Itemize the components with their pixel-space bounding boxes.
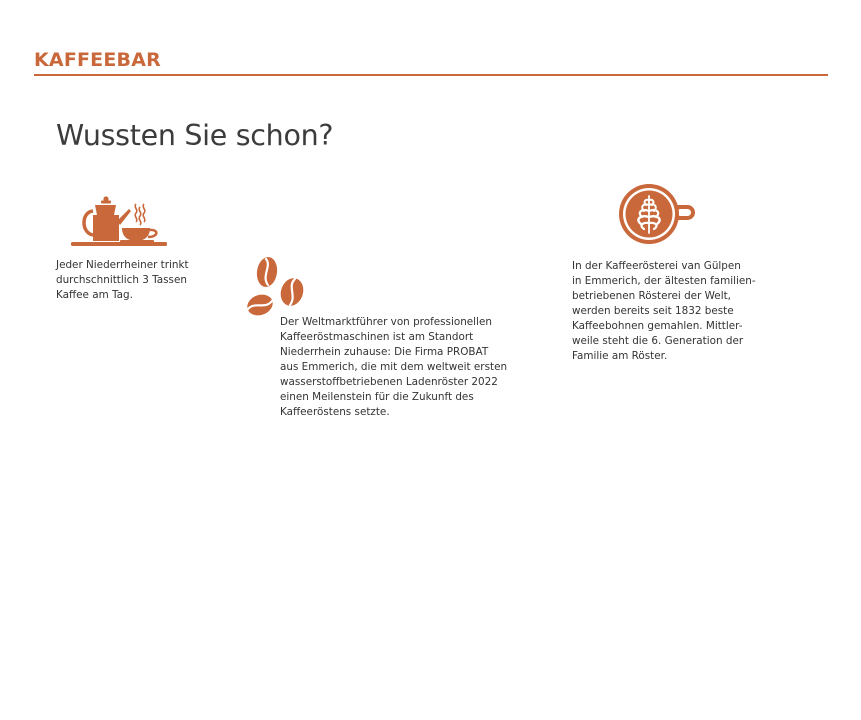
latte-art-cup-icon [619,184,697,246]
fact-text-3: In der Kaffeerösterei van Gülpen in Emmerich, der ältesten familien- betriebenen Rösterei der Welt, werden bereits seit 1832 beste Kaffeebohnen gemahlen. Mittler- weile steht die 6. Generation der Familie am Röster. [572,260,756,362]
fact-text-1: Jeder Niederrheiner trinkt durchschnittlich 3 Tassen Kaffee am Tag. [56,259,189,301]
fact-text-2: Der Weltmarktführer von professionellen Kaffeeröstmaschinen ist am Standort Niederrhein zuhause: Die Firma PROBAT aus Emmerich, die mit dem weltweit ersten wasserstoffbetriebenen Ladenröster 2022 einen Meilenstein für die Zukunft des Kaffeeröstens setzte. [280,316,508,418]
coffee-pot-and-cup-icon [70,195,168,248]
coffee-beans-icon [245,256,307,319]
page-headline: Wussten Sie schon? [56,119,334,152]
section-title: KAFFEEBAR [34,49,161,71]
section-header [34,49,828,76]
